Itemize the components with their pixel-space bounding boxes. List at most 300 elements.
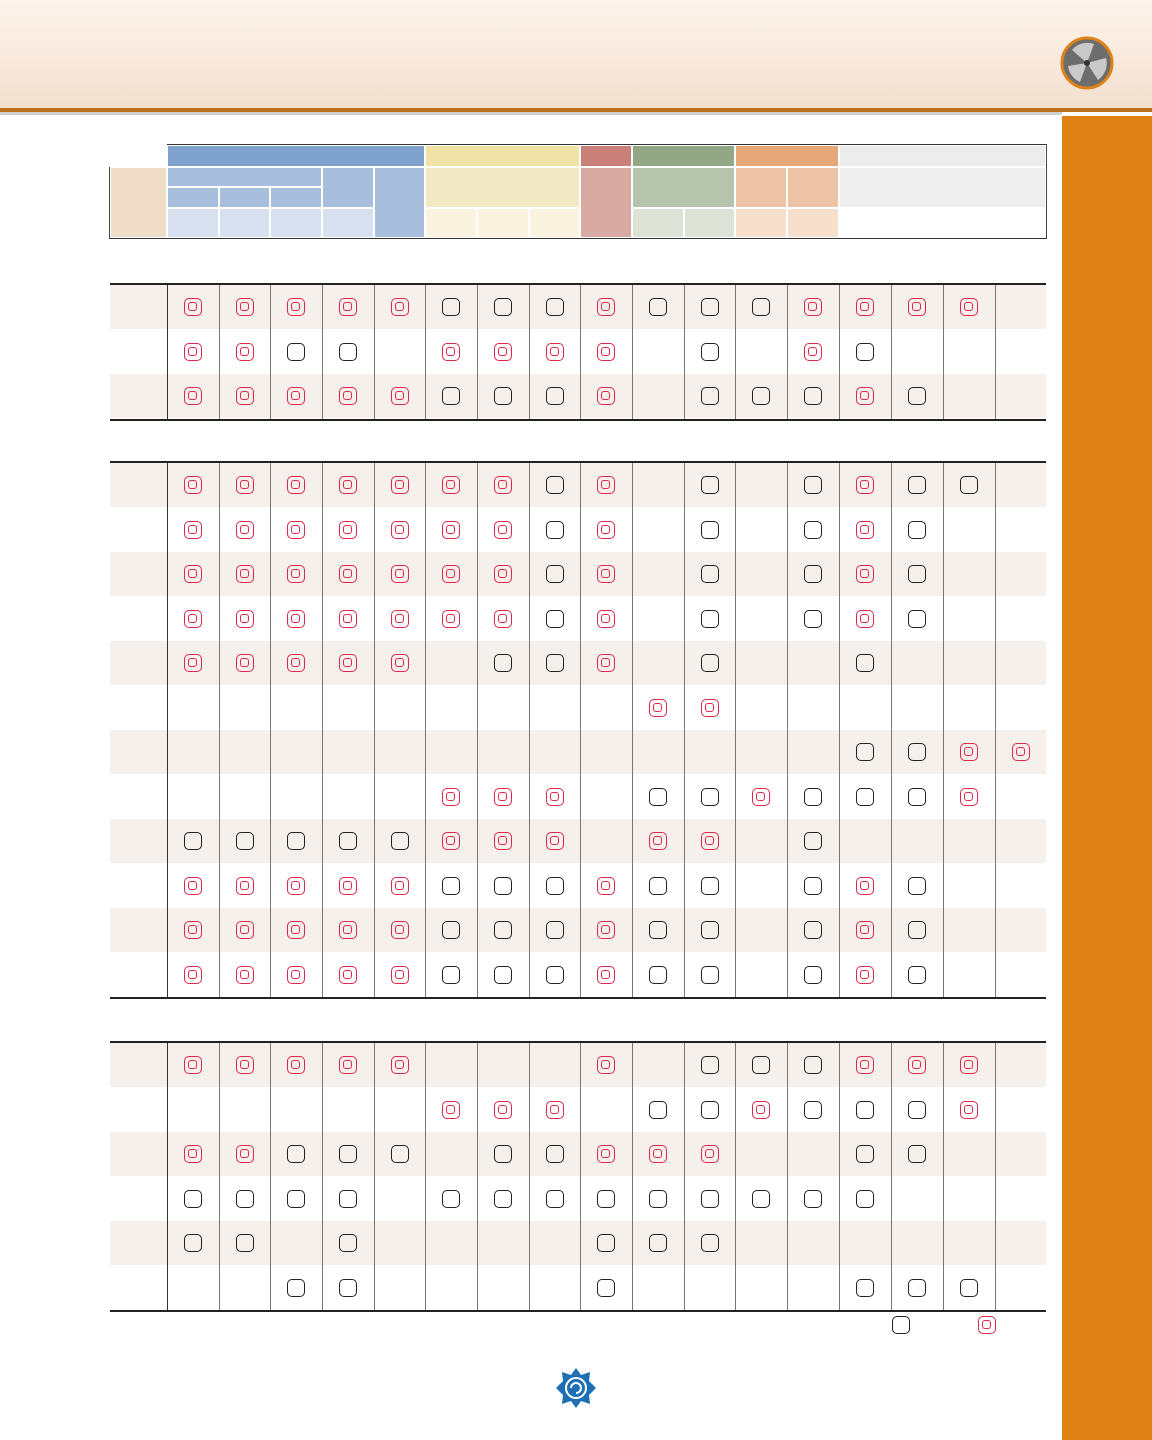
double-circle-icon — [287, 298, 305, 316]
double-circle-icon — [597, 343, 615, 361]
single-circle-icon — [908, 921, 926, 939]
double-circle-icon — [236, 565, 254, 583]
double-circle-icon — [701, 832, 719, 850]
single-circle-icon — [649, 788, 667, 806]
double-circle-icon — [184, 387, 202, 405]
double-circle-icon — [804, 343, 822, 361]
column-divider — [943, 285, 944, 419]
double-circle-icon — [546, 832, 564, 850]
double-circle-icon — [804, 298, 822, 316]
column-divider — [580, 463, 581, 997]
single-circle-icon — [494, 654, 512, 672]
double-circle-icon — [494, 565, 512, 583]
double-circle-icon — [391, 877, 409, 895]
column-divider — [891, 1043, 892, 1310]
column-divider — [995, 1043, 996, 1310]
single-circle-icon — [908, 1279, 926, 1297]
column-divider — [270, 463, 271, 997]
double-circle-icon — [856, 298, 874, 316]
double-circle-icon — [546, 343, 564, 361]
osg-logo-icon — [555, 1367, 597, 1409]
header-leaf-10 — [632, 208, 684, 238]
single-circle-icon — [701, 1056, 719, 1074]
column-divider — [529, 1043, 530, 1310]
single-circle-icon — [339, 832, 357, 850]
single-circle-icon — [546, 921, 564, 939]
header-sub-1 — [167, 167, 322, 187]
header-band-5 — [735, 145, 839, 167]
single-circle-icon — [287, 343, 305, 361]
column-divider — [735, 463, 736, 997]
single-circle-icon — [287, 1190, 305, 1208]
single-circle-icon — [546, 476, 564, 494]
single-circle-icon — [546, 387, 564, 405]
double-circle-icon — [597, 565, 615, 583]
header-sub-8 — [787, 167, 839, 208]
single-circle-icon — [494, 1145, 512, 1163]
double-circle-icon — [391, 610, 409, 628]
double-circle-icon — [339, 1056, 357, 1074]
single-circle-icon — [442, 298, 460, 316]
single-circle-icon — [856, 788, 874, 806]
column-divider — [529, 463, 530, 997]
header-leaf-16 — [943, 208, 995, 238]
single-circle-icon — [339, 1145, 357, 1163]
single-circle-icon — [701, 521, 719, 539]
single-circle-icon — [649, 1190, 667, 1208]
single-circle-icon — [856, 743, 874, 761]
single-circle-icon — [287, 1279, 305, 1297]
single-circle-icon — [908, 1101, 926, 1119]
double-circle-icon — [649, 699, 667, 717]
double-circle-icon — [287, 521, 305, 539]
column-divider — [374, 285, 375, 419]
column-divider — [425, 1043, 426, 1310]
right-sidebar-tab — [1062, 116, 1152, 1440]
double-circle-icon — [442, 521, 460, 539]
single-circle-icon — [752, 1056, 770, 1074]
double-circle-icon — [184, 966, 202, 984]
double-circle-icon — [856, 565, 874, 583]
double-circle-icon — [287, 565, 305, 583]
column-divider — [219, 1043, 220, 1310]
header-leaf-12 — [735, 208, 787, 238]
column-divider — [580, 1043, 581, 1310]
double-circle-icon — [494, 1101, 512, 1119]
double-circle-icon — [494, 521, 512, 539]
double-circle-icon — [960, 788, 978, 806]
column-divider — [735, 285, 736, 419]
single-circle-icon — [339, 343, 357, 361]
single-circle-icon — [856, 1145, 874, 1163]
group-2-bottom-rule — [110, 997, 1046, 999]
single-circle-icon — [442, 387, 460, 405]
single-circle-icon — [960, 476, 978, 494]
column-divider — [891, 285, 892, 419]
double-circle-icon — [597, 654, 615, 672]
double-circle-icon — [391, 921, 409, 939]
double-circle-icon — [494, 343, 512, 361]
single-circle-icon — [597, 1279, 615, 1297]
column-divider — [943, 1043, 944, 1310]
single-circle-icon — [804, 521, 822, 539]
single-circle-icon — [546, 565, 564, 583]
single-circle-icon — [856, 1190, 874, 1208]
double-circle-icon — [184, 877, 202, 895]
single-circle-icon — [752, 1190, 770, 1208]
column-divider — [219, 285, 220, 419]
column-divider — [632, 1043, 633, 1310]
double-circle-icon — [856, 476, 874, 494]
group-1-bottom-rule — [110, 419, 1046, 421]
column-divider — [477, 1043, 478, 1310]
single-circle-icon — [494, 387, 512, 405]
header-leaf-1 — [167, 208, 219, 238]
single-circle-icon — [287, 832, 305, 850]
double-circle-icon — [287, 654, 305, 672]
header-bottom-rule — [110, 238, 1046, 239]
column-divider — [322, 285, 323, 419]
double-circle-icon — [287, 476, 305, 494]
single-circle-icon — [184, 1190, 202, 1208]
header-leaf-4 — [322, 208, 374, 238]
single-circle-icon — [546, 1145, 564, 1163]
header-sub-col-3 — [270, 187, 322, 208]
top-banner — [0, 0, 1152, 108]
single-circle-icon — [442, 921, 460, 939]
double-circle-icon — [184, 610, 202, 628]
double-circle-icon — [442, 565, 460, 583]
double-circle-icon — [856, 877, 874, 895]
single-circle-icon — [701, 298, 719, 316]
single-circle-icon — [649, 1101, 667, 1119]
single-circle-icon — [804, 921, 822, 939]
legend-single-symbol — [892, 1316, 910, 1334]
single-circle-icon — [701, 387, 719, 405]
group-3-bottom-rule — [110, 1310, 1046, 1312]
double-circle-icon — [339, 298, 357, 316]
single-circle-icon — [649, 298, 667, 316]
column-divider — [684, 463, 685, 997]
double-circle-icon — [960, 1101, 978, 1119]
header-right-rule — [1046, 144, 1047, 239]
single-circle-icon — [701, 610, 719, 628]
double-circle-icon — [236, 521, 254, 539]
single-circle-icon — [546, 298, 564, 316]
single-circle-icon — [442, 877, 460, 895]
double-circle-icon — [236, 343, 254, 361]
single-circle-icon — [856, 1279, 874, 1297]
double-circle-icon — [649, 1145, 667, 1163]
header-sub-col-9 — [580, 167, 632, 238]
column-divider — [425, 463, 426, 997]
column-divider — [839, 1043, 840, 1310]
double-circle-icon — [442, 610, 460, 628]
header-band-6 — [839, 145, 1046, 167]
column-divider — [735, 1043, 736, 1310]
header-leaf-2 — [219, 208, 270, 238]
single-circle-icon — [908, 877, 926, 895]
column-divider — [632, 463, 633, 997]
double-circle-icon — [494, 476, 512, 494]
single-circle-icon — [752, 298, 770, 316]
single-circle-icon — [804, 565, 822, 583]
double-circle-icon — [442, 1101, 460, 1119]
double-circle-icon — [856, 1056, 874, 1074]
single-circle-icon — [546, 877, 564, 895]
single-circle-icon — [597, 1190, 615, 1208]
column-divider — [219, 463, 220, 997]
double-circle-icon — [960, 298, 978, 316]
double-circle-icon — [442, 832, 460, 850]
column-divider — [580, 285, 581, 419]
double-circle-icon — [597, 1145, 615, 1163]
single-circle-icon — [908, 743, 926, 761]
single-circle-icon — [546, 610, 564, 628]
single-circle-icon — [494, 298, 512, 316]
single-circle-icon — [908, 476, 926, 494]
single-circle-icon — [701, 788, 719, 806]
header-band-2 — [425, 145, 580, 167]
single-circle-icon — [892, 1316, 910, 1334]
double-circle-icon — [752, 788, 770, 806]
double-circle-icon — [339, 654, 357, 672]
double-circle-icon — [546, 1101, 564, 1119]
double-circle-icon — [391, 966, 409, 984]
header-sub-col-2 — [219, 187, 270, 208]
single-circle-icon — [804, 877, 822, 895]
double-circle-icon — [339, 966, 357, 984]
single-circle-icon — [701, 476, 719, 494]
double-circle-icon — [236, 298, 254, 316]
single-circle-icon — [494, 877, 512, 895]
column-divider — [995, 285, 996, 419]
legend-double-symbol — [978, 1316, 996, 1334]
double-circle-icon — [597, 610, 615, 628]
column-divider — [632, 285, 633, 419]
single-circle-icon — [804, 1056, 822, 1074]
single-circle-icon — [494, 966, 512, 984]
double-circle-icon — [978, 1316, 996, 1334]
double-circle-icon — [391, 1056, 409, 1074]
single-circle-icon — [804, 966, 822, 984]
double-circle-icon — [339, 921, 357, 939]
single-circle-icon — [546, 1190, 564, 1208]
single-circle-icon — [701, 1234, 719, 1252]
column-divider — [684, 1043, 685, 1310]
double-circle-icon — [597, 476, 615, 494]
column-divider — [995, 463, 996, 997]
header-sub-9 — [839, 167, 1046, 208]
double-circle-icon — [236, 921, 254, 939]
double-circle-icon — [391, 654, 409, 672]
header-leaf-3 — [270, 208, 322, 238]
header-sub-7 — [735, 167, 787, 208]
column-divider — [270, 285, 271, 419]
single-circle-icon — [856, 654, 874, 672]
single-circle-icon — [649, 1234, 667, 1252]
double-circle-icon — [236, 966, 254, 984]
header-leaf-7 — [477, 208, 529, 238]
single-circle-icon — [856, 343, 874, 361]
single-circle-icon — [908, 1145, 926, 1163]
top-rule-shadow — [0, 112, 1062, 115]
double-circle-icon — [856, 610, 874, 628]
single-circle-icon — [442, 1190, 460, 1208]
column-divider — [167, 1043, 168, 1310]
single-circle-icon — [804, 788, 822, 806]
double-circle-icon — [391, 298, 409, 316]
single-circle-icon — [649, 921, 667, 939]
column-divider — [839, 285, 840, 419]
header-band-3 — [580, 145, 632, 167]
header-leaf-14 — [839, 208, 891, 238]
double-circle-icon — [339, 387, 357, 405]
column-divider — [167, 285, 168, 419]
double-circle-icon — [184, 343, 202, 361]
double-circle-icon — [701, 699, 719, 717]
column-divider — [684, 285, 685, 419]
single-circle-icon — [701, 877, 719, 895]
single-circle-icon — [960, 1279, 978, 1297]
single-circle-icon — [701, 654, 719, 672]
double-circle-icon — [184, 298, 202, 316]
double-circle-icon — [339, 521, 357, 539]
double-circle-icon — [908, 298, 926, 316]
single-circle-icon — [339, 1279, 357, 1297]
endmill-tool-icon — [1060, 36, 1114, 90]
double-circle-icon — [597, 877, 615, 895]
double-circle-icon — [391, 387, 409, 405]
double-circle-icon — [597, 521, 615, 539]
double-circle-icon — [236, 610, 254, 628]
single-circle-icon — [391, 1145, 409, 1163]
column-divider — [425, 285, 426, 419]
double-circle-icon — [494, 832, 512, 850]
header-leaf-11 — [684, 208, 735, 238]
double-circle-icon — [546, 788, 564, 806]
double-circle-icon — [184, 1145, 202, 1163]
double-circle-icon — [856, 387, 874, 405]
single-circle-icon — [804, 476, 822, 494]
double-circle-icon — [236, 476, 254, 494]
single-circle-icon — [597, 1234, 615, 1252]
column-divider — [787, 285, 788, 419]
double-circle-icon — [184, 921, 202, 939]
double-circle-icon — [339, 877, 357, 895]
double-circle-icon — [856, 966, 874, 984]
header-left-rule — [109, 167, 110, 239]
single-circle-icon — [287, 1145, 305, 1163]
double-circle-icon — [339, 476, 357, 494]
single-circle-icon — [804, 610, 822, 628]
header-corner — [110, 167, 167, 238]
single-circle-icon — [908, 610, 926, 628]
double-circle-icon — [184, 565, 202, 583]
single-circle-icon — [236, 832, 254, 850]
double-circle-icon — [597, 298, 615, 316]
column-divider — [787, 1043, 788, 1310]
header-sub-col-5 — [374, 167, 425, 238]
double-circle-icon — [752, 1101, 770, 1119]
table-row-band — [110, 730, 1046, 774]
double-circle-icon — [236, 877, 254, 895]
single-circle-icon — [908, 565, 926, 583]
header-sub-col-1 — [167, 187, 219, 208]
double-circle-icon — [856, 921, 874, 939]
single-circle-icon — [804, 832, 822, 850]
single-circle-icon — [494, 921, 512, 939]
header-leaf-15 — [891, 208, 943, 238]
double-circle-icon — [597, 1056, 615, 1074]
double-circle-icon — [236, 654, 254, 672]
double-circle-icon — [236, 1056, 254, 1074]
double-circle-icon — [908, 1056, 926, 1074]
double-circle-icon — [287, 1056, 305, 1074]
header-leaf-13 — [787, 208, 839, 238]
double-circle-icon — [287, 921, 305, 939]
single-circle-icon — [546, 654, 564, 672]
double-circle-icon — [339, 610, 357, 628]
double-circle-icon — [856, 521, 874, 539]
single-circle-icon — [649, 877, 667, 895]
header-leaf-8 — [529, 208, 580, 238]
column-divider — [943, 463, 944, 997]
double-circle-icon — [287, 387, 305, 405]
single-circle-icon — [546, 521, 564, 539]
single-circle-icon — [752, 387, 770, 405]
double-circle-icon — [184, 654, 202, 672]
double-circle-icon — [960, 1056, 978, 1074]
single-circle-icon — [546, 966, 564, 984]
single-circle-icon — [908, 966, 926, 984]
double-circle-icon — [236, 387, 254, 405]
column-divider — [167, 463, 168, 997]
single-circle-icon — [442, 966, 460, 984]
double-circle-icon — [287, 877, 305, 895]
column-divider — [787, 463, 788, 997]
single-circle-icon — [804, 387, 822, 405]
single-circle-icon — [236, 1190, 254, 1208]
header-leaf-6 — [425, 208, 477, 238]
single-circle-icon — [184, 832, 202, 850]
single-circle-icon — [804, 1101, 822, 1119]
double-circle-icon — [339, 565, 357, 583]
single-circle-icon — [701, 921, 719, 939]
single-circle-icon — [701, 1101, 719, 1119]
double-circle-icon — [1012, 743, 1030, 761]
single-circle-icon — [701, 966, 719, 984]
single-circle-icon — [494, 1190, 512, 1208]
column-divider — [477, 463, 478, 997]
single-circle-icon — [649, 966, 667, 984]
double-circle-icon — [287, 966, 305, 984]
single-circle-icon — [908, 521, 926, 539]
column-divider — [322, 463, 323, 997]
single-circle-icon — [391, 832, 409, 850]
header-leaf-17 — [995, 208, 1046, 238]
single-circle-icon — [236, 1234, 254, 1252]
double-circle-icon — [442, 476, 460, 494]
single-circle-icon — [184, 1234, 202, 1252]
column-divider — [839, 463, 840, 997]
single-circle-icon — [701, 565, 719, 583]
header-band-1 — [167, 145, 425, 167]
single-circle-icon — [339, 1190, 357, 1208]
column-divider — [477, 285, 478, 419]
header-sub-4 — [425, 167, 580, 208]
double-circle-icon — [649, 832, 667, 850]
